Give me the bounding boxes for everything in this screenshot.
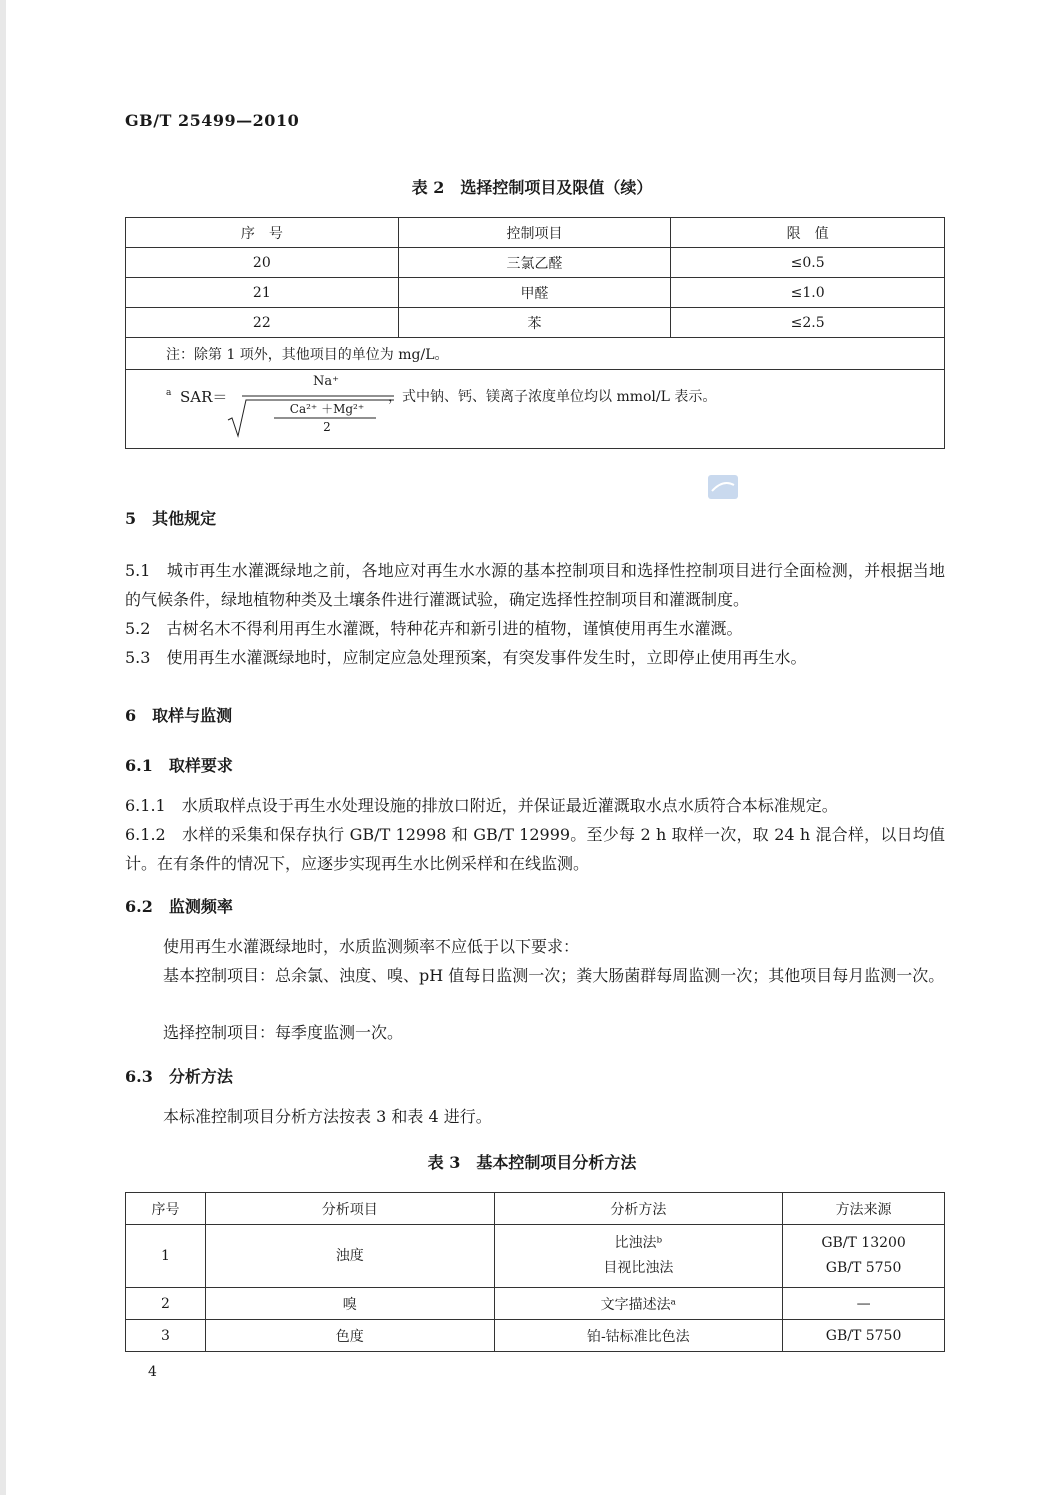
table3-caption: 表 3 基本控制项目分析方法 [427, 1153, 637, 1172]
section-5-heading: 5 其他规定 [125, 509, 217, 528]
paragraph-6-2-b: 基本控制项目：总余氯、浊度、嗅、pH 值每日监测一次；粪大肠菌群每周监测一次；其他项目每月监测一次。 [163, 966, 945, 985]
table-row [126, 248, 945, 278]
sar-explanation: ，式中钠、钙、镁离子浓度单位均以 mmol/L 表示。 [388, 389, 717, 405]
method-line: 比浊法ᵇ [614, 1235, 663, 1251]
sar-denominator-bottom: 2 [323, 420, 331, 434]
cell-method [494, 1225, 783, 1288]
source-line: GB/T 13200 [821, 1235, 906, 1251]
paragraph-5-3: 5.3 使用再生水灌溉绿地时，应制定应急处理预案，有突发事件发生时，立即停止使用再生水。 [125, 648, 807, 667]
cell-limit: ≤2.5 [671, 308, 945, 338]
cell-item: 苯 [398, 308, 671, 338]
paragraph-6-1-2: 6.1.2 水样的采集和保存执行 GB/T 12998 和 GB/T 12999。至少每 2 h 取样一次，取 24 h 混合样，以日均值计。在有条件的情况下，应逐步实现再生水比例采样和在线监测。 [125, 825, 945, 873]
header-cell: 限 值 [671, 218, 945, 248]
table-note-row [126, 338, 945, 370]
cell-method: 文字描述法ᵃ [494, 1288, 783, 1320]
paragraph-5-1: 5.1 城市再生水灌溉绿地之前，各地应对再生水水源的基本控制项目和选择性控制项目进行全面检测，并根据当地的气候条件，绿地植物种类及土壤条件进行灌溉试验，确定选择性控制项目和灌溉制度。 [125, 561, 945, 609]
section-6-3-heading: 6.3 分析方法 [125, 1067, 233, 1086]
page-number: 4 [148, 1364, 157, 1380]
table2 [125, 217, 945, 449]
header-cell: 序 号 [126, 218, 399, 248]
table-row [126, 1288, 945, 1320]
cell-limit: ≤0.5 [671, 248, 945, 278]
table-header-row [126, 218, 945, 248]
table-row [126, 278, 945, 308]
header-cell: 分析方法 [494, 1193, 783, 1225]
table-header-row [126, 1193, 945, 1225]
cell-source: GB/T 5750 [783, 1320, 945, 1352]
cell-no: 20 [126, 248, 399, 278]
header-cell: 序号 [126, 1193, 206, 1225]
cell-item: 三氯乙醛 [398, 248, 671, 278]
section-6-heading: 6 取样与监测 [125, 706, 233, 725]
section-6-1-heading: 6.1 取样要求 [125, 756, 233, 775]
section-6-2-heading: 6.2 监测频率 [125, 897, 233, 916]
page-edge [0, 0, 6, 1495]
paragraph-6-2-a: 使用再生水灌溉绿地时，水质监测频率不应低于以下要求： [163, 937, 580, 956]
method-line: 目视比浊法 [603, 1260, 674, 1276]
table-row [126, 1225, 945, 1288]
paragraph-6-1-1: 6.1.1 水质取样点设于再生水处理设施的排放口附近，并保证最近灌溉取水点水质符合本标准规定。 [125, 796, 838, 815]
srrc-watermark-icon [708, 475, 738, 499]
cell-item: 嗅 [205, 1288, 494, 1320]
table3 [125, 1192, 945, 1352]
header-cell: 控制项目 [398, 218, 671, 248]
sar-numerator: Na⁺ [313, 374, 339, 389]
paragraph-6-2-c: 选择控制项目：每季度监测一次。 [163, 1023, 404, 1042]
cell-limit: ≤1.0 [671, 278, 945, 308]
sar-formula-cell [126, 370, 945, 449]
cell-item: 浊度 [205, 1225, 494, 1288]
header-cell: 分析项目 [205, 1193, 494, 1225]
cell-no: 21 [126, 278, 399, 308]
table-row [126, 1320, 945, 1352]
cell-method: 铂-钴标准比色法 [494, 1320, 783, 1352]
source-line: GB/T 5750 [825, 1260, 902, 1276]
cell-item: 甲醛 [398, 278, 671, 308]
table2-caption: 表 2 选择控制项目及限值（续） [411, 178, 653, 197]
standard-number: GB/T 25499—2010 [125, 111, 300, 130]
sar-formula-row [126, 370, 945, 449]
cell-source [783, 1225, 945, 1288]
paragraph-5-2: 5.2 古树名木不得利用再生水灌溉，特种花卉和新引进的植物，谨慎使用再生水灌溉。 [125, 619, 743, 638]
cell-no: 2 [126, 1288, 206, 1320]
cell-no: 22 [126, 308, 399, 338]
table-row [126, 308, 945, 338]
paragraph-6-3: 本标准控制项目分析方法按表 3 和表 4 进行。 [163, 1107, 492, 1126]
table-note: 注：除第 1 项外，其他项目的单位为 mg/L。 [126, 338, 945, 370]
cell-item: 色度 [205, 1320, 494, 1352]
sar-lhs: SAR＝ [180, 388, 228, 406]
cell-no: 1 [126, 1225, 206, 1288]
footnote-mark: a [166, 388, 172, 398]
sar-denominator-top: Ca²⁺ ＋Mg²⁺ [289, 402, 365, 416]
cell-source: — [783, 1288, 945, 1320]
cell-no: 3 [126, 1320, 206, 1352]
sar-formula [166, 374, 926, 446]
header-cell: 方法来源 [783, 1193, 945, 1225]
